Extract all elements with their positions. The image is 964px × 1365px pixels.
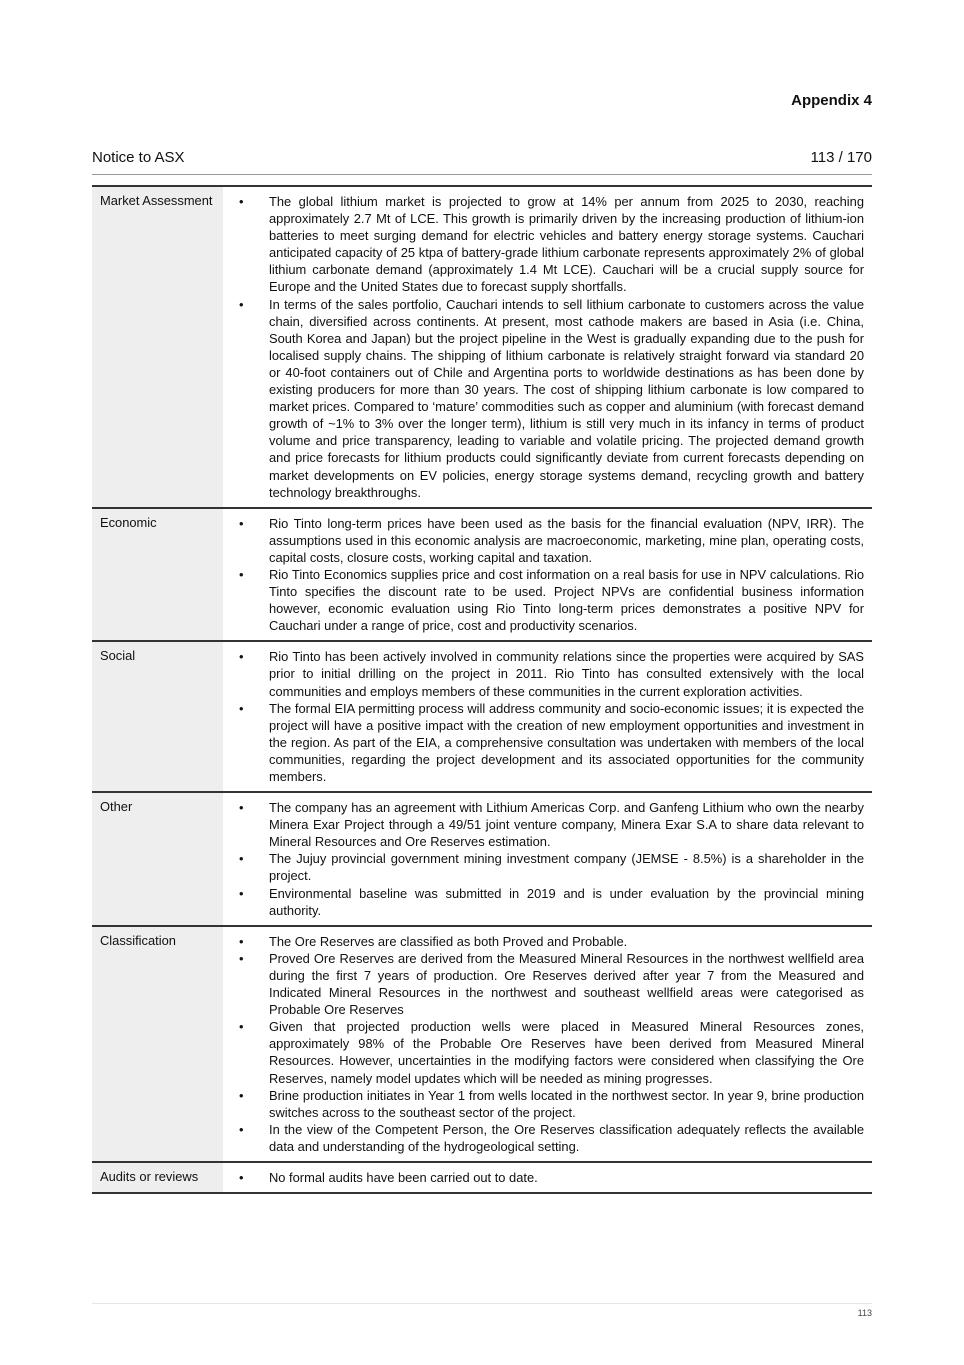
document-title: Notice to ASX <box>92 149 185 166</box>
list-item: • The global lithium market is projected to grow at 14% per annum from 2025 to 2030, reaching approximately 2.7 Mt of LCE. This growth is primarily driven by the increasing production of lithium-ion batteries to meet surging demand for electric vehicles and battery energy storage systems. Cauchari anticipated capacity of 25 ktpa of battery-grade lithium carbonate represents approximately 2% of global lithium carbonate demand (approximately 1.4 Mt LCE). Cauchari will be a crucial supply source for Europe and the United States due to forecast supply shortfalls. <box>223 193 864 296</box>
appendix-label: Appendix 4 <box>791 92 872 109</box>
list-item: • Environmental baseline was submitted in 2019 and is under evaluation by the provincial mining authority. <box>223 885 864 919</box>
bullet-list <box>223 193 864 501</box>
list-item: • The Jujuy provincial government mining investment company (JEMSE - 8.5%) is a shareholder in the project. <box>223 850 864 884</box>
row-label: Other <box>92 792 223 926</box>
list-item: • In the view of the Competent Person, the Ore Reserves classification adequately reflects the available data and understanding of the hydrogeological setting. <box>223 1121 864 1155</box>
table-row <box>92 926 872 1162</box>
table-row <box>92 186 872 508</box>
page-counter: 113 / 170 <box>810 149 872 166</box>
list-item: • Rio Tinto long-term prices have been used as the basis for the financial evaluation (NPV, IRR). The assumptions used in this economic analysis are macroeconomic, marketing, mine plan, operating costs, capital costs, closure costs, working capital and taxation. <box>223 515 864 566</box>
list-item: • The Ore Reserves are classified as both Proved and Probable. <box>223 933 864 950</box>
list-item: • The company has an agreement with Lithium Americas Corp. and Ganfeng Lithium who own the nearby Minera Exar Project through a 49/51 joint venture company, Minera Exar S.A to share data relevant to Mineral Resources and Ore Reserves estimation. <box>223 799 864 850</box>
footer-page-number: 113 <box>857 1308 872 1318</box>
list-item: • In terms of the sales portfolio, Cauchari intends to sell lithium carbonate to customers across the value chain, diversified across continents. At present, most cathode makers are based in Asia (i.e. China, South Korea and Japan) but the project pipeline in the West is gradually expanding due to the push for localised supply chains. The shipping of lithium carbonate is relatively straight forward via standard 20 or 40-foot containers out of Chile and Argentina ports to worldwide destinations as has been done by existing producers for more than 30 years. The cost of shipping lithium carbonate is low compared to market prices. Compared to ‘mature’ commodities such as copper and aluminium (with forecast demand growth of ~1% to 3% over the longer term), lithium is still very much in its infancy in terms of product volume and price transparency, leading to variable and volatile pricing. The projected demand growth and price forecasts for lithium products could significantly deviate from current forecasts depending on market developments on EV policies, energy storage systems demand, recycling growth and battery technology breakthroughs. <box>223 296 864 501</box>
list-item: • The formal EIA permitting process will address community and socio-economic issues; it is expected the project will have a positive impact with the creation of new employment opportunities and investment in the region. As part of the EIA, a comprehensive consultation was undertaken with members of the local communities, regarding the project development and its associated opportunities for the community members. <box>223 700 864 785</box>
list-item: • Rio Tinto Economics supplies price and cost information on a real basis for use in NPV calculations. Rio Tinto specifies the discount rate to be used. Project NPVs are confidential business information however, economic evaluation using Rio Tinto long-term prices demonstrates a positive NPV for Cauchari under a range of price, cost and productivity scenarios. <box>223 566 864 634</box>
list-item: • Proved Ore Reserves are derived from the Measured Mineral Resources in the northwest wellfield area during the first 7 years of production. Ore Reserves derived after year 7 from the Measured and Indicated Mineral Resources in the northwest and southeast wellfield areas were categorised as Probable Ore Reserves <box>223 950 864 1018</box>
bullet-list <box>223 933 864 1155</box>
list-item: • Brine production initiates in Year 1 from wells located in the northwest sector. In year 9, brine production switches across to the southeast sector of the project. <box>223 1087 864 1121</box>
table-row <box>92 508 872 642</box>
row-label: Market Assessment <box>92 186 223 508</box>
footer-divider <box>92 1303 872 1304</box>
table-row <box>92 1162 872 1193</box>
row-label: Social <box>92 641 223 792</box>
list-item: • Given that projected production wells were placed in Measured Mineral Resources zones, approximately 98% of the Probable Ore Reserves have been derived from Measured Mineral Resources. However, uncertainties in the modifying factors were considered when classifying the Ore Reserves, namely model updates which will be needed as mining progresses. <box>223 1018 864 1086</box>
row-label: Audits or reviews <box>92 1162 223 1193</box>
bullet-list <box>223 1169 864 1186</box>
bullet-list <box>223 515 864 635</box>
table-row <box>92 792 872 926</box>
bullet-list <box>223 799 864 919</box>
criteria-table <box>92 185 872 1194</box>
table-row <box>92 641 872 792</box>
row-label: Economic <box>92 508 223 642</box>
bullet-list <box>223 648 864 785</box>
row-label: Classification <box>92 926 223 1162</box>
header-divider <box>92 174 872 175</box>
list-item: • Rio Tinto has been actively involved in community relations since the properties were acquired by SAS prior to initial drilling on the project in 2011. Rio Tinto has consulted extensively with the local communities and employs members of these communities in the current exploration activities. <box>223 648 864 699</box>
list-item: • No formal audits have been carried out to date. <box>223 1169 864 1186</box>
